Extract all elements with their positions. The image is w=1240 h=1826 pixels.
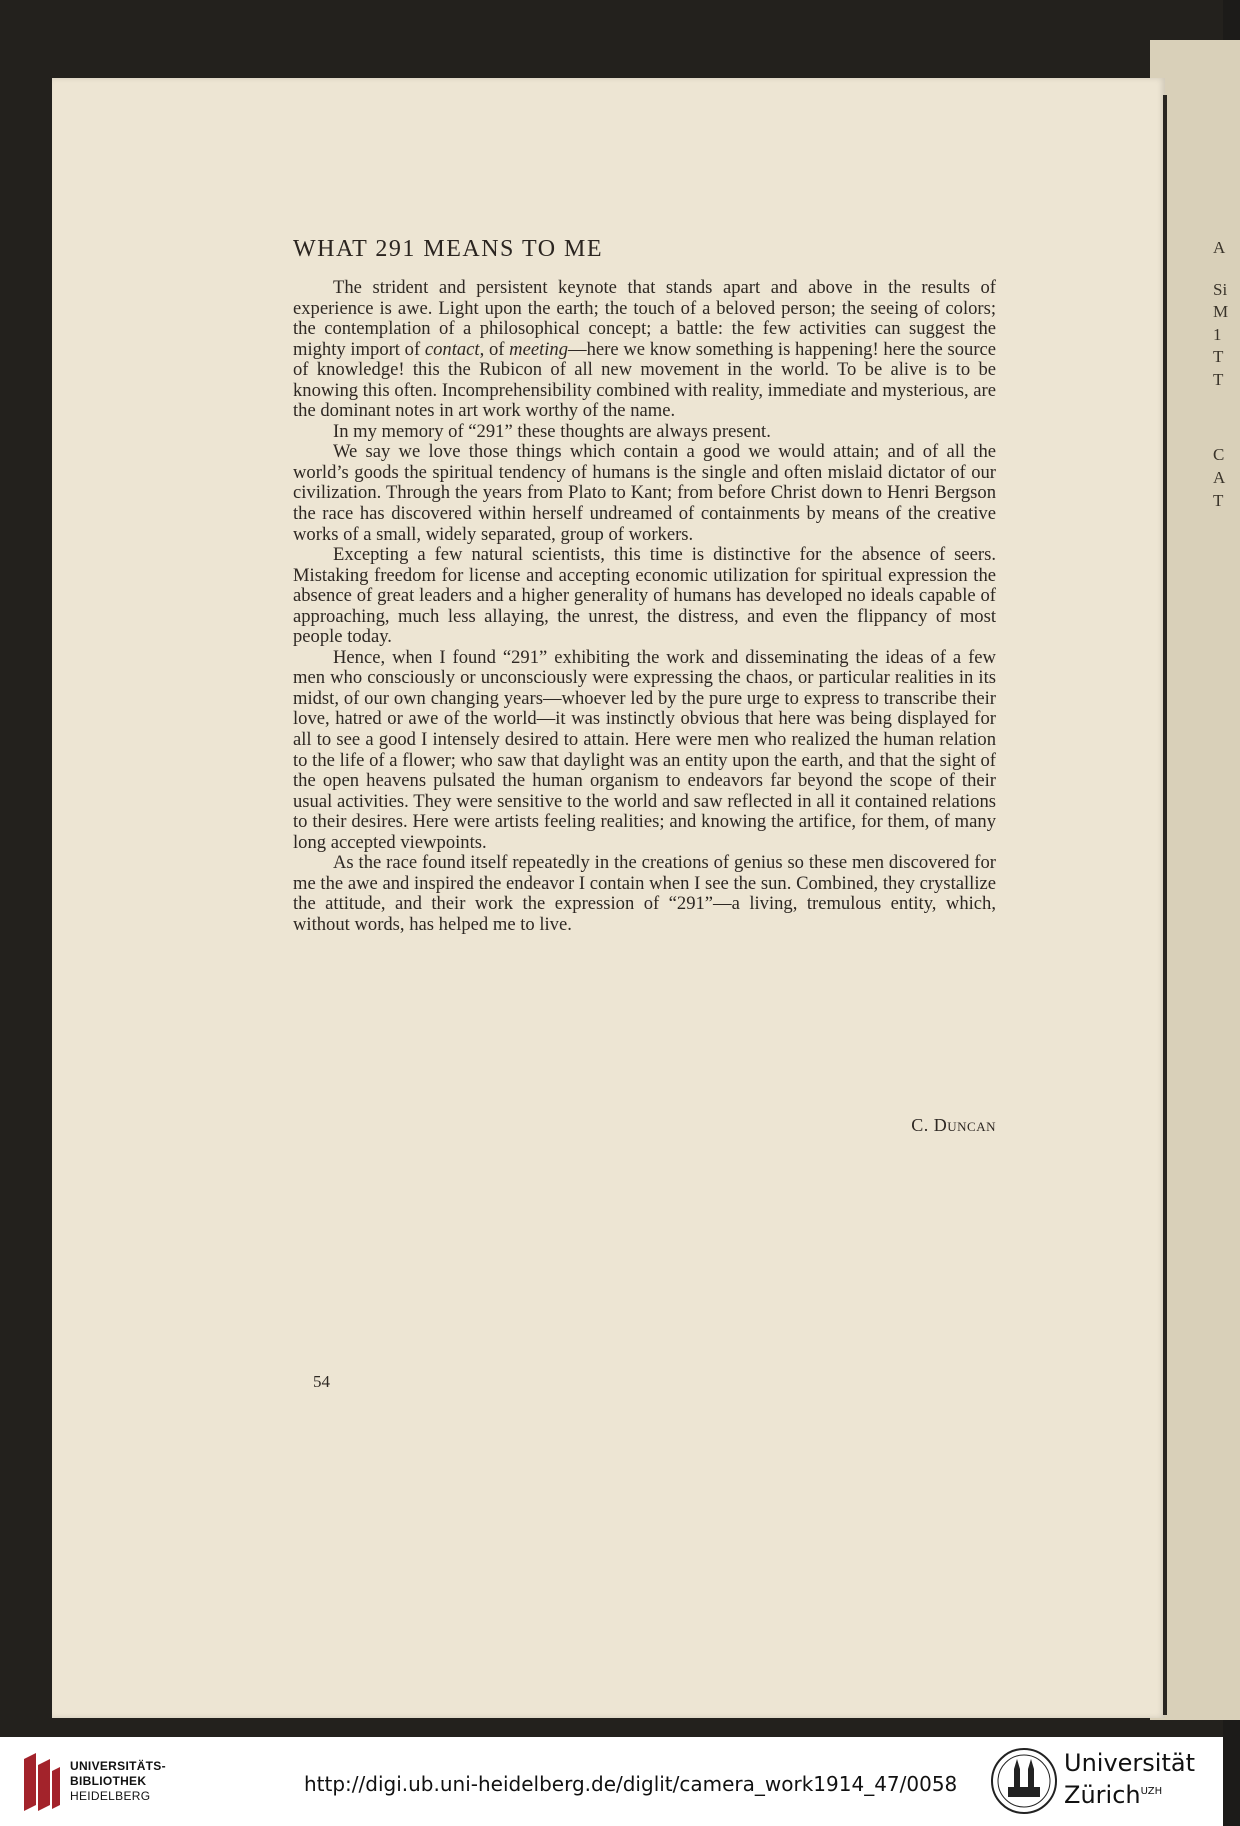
uzh-seal-icon bbox=[990, 1747, 1058, 1815]
paragraph bbox=[293, 422, 996, 443]
author-signature: C. Duncan bbox=[911, 1115, 996, 1135]
paragraph-text: We say we love those things which contain a good we would attain; and of all the world’s goods the spiritual tendency of humans is the single and often mislaid dictator of our civilization. Through the years from Plato to Kant; from before Christ down to Henri Bergson the race has discovered within herself undreamed of containments by means of the creative works of a small, widely separated, group of workers. bbox=[293, 441, 996, 545]
paragraph bbox=[293, 545, 996, 648]
emphasis-text: contact bbox=[424, 338, 480, 360]
paragraph bbox=[293, 853, 996, 935]
paragraph bbox=[293, 442, 996, 545]
page-gutter bbox=[1163, 95, 1167, 1715]
adjacent-page-fragment: T bbox=[1213, 491, 1224, 510]
adjacent-page-fragment: Si bbox=[1213, 280, 1228, 299]
adjacent-page-fragment: T bbox=[1213, 370, 1224, 389]
ub-heidelberg-logo-icon bbox=[20, 1751, 62, 1813]
paragraph-text: As the race found itself repeatedly in the creations of genius so these men discovered for me the awe and inspired the endeavor I contain when I see the sun. Combined, they crystallize the attitude, and their work the expression of “291”—a living, tremulous entity, which, without words, has helped me to live. bbox=[293, 852, 996, 935]
paragraph bbox=[293, 278, 996, 422]
paragraph-text: Hence, when I found “291” exhibiting the work and disseminating the ideas of a few men who consciously or unconsciously were expressing the chaos, or particular realities in its midst, of our own changing years—whoever led by the pure urge to express to transcribe their love, hatred or awe of the world—it was instinctly obvious that here was being displayed for all to see a good I intensely desired to attain. Here were men who realized the human relation to the life of a flower; who saw that daylight was an entity upon the earth, and that the sight of the open heavens pulsated the human organism to endeavors far beyond the scope of their usual activities. They were sensitive to the world and saw reflected in all it contained relations to their desires. Here were artists feeling realities; and knowing the artifice, for them, of many long accepted viewpoints. bbox=[293, 646, 996, 853]
university-name: Universität bbox=[1064, 1749, 1195, 1777]
adjacent-page-fragment: M bbox=[1213, 302, 1229, 321]
library-name-line-2: BIBLIOTHEK bbox=[70, 1774, 147, 1788]
footer-bar bbox=[0, 1737, 1223, 1826]
page-title: WHAT 291 MEANS TO ME bbox=[293, 236, 604, 262]
permalink-url[interactable]: http://digi.ub.uni-heidelberg.de/diglit/camera_work1914_47/0058 bbox=[304, 1772, 958, 1796]
adjacent-page-fragment: 1 bbox=[1213, 325, 1222, 344]
adjacent-page-fragment: T bbox=[1213, 347, 1224, 366]
emphasis-text: meeting bbox=[509, 338, 569, 360]
university-city-text: Zürich bbox=[1064, 1781, 1141, 1809]
paragraph-text: , of bbox=[479, 338, 510, 360]
body-text bbox=[293, 278, 996, 936]
paragraph bbox=[293, 648, 996, 853]
adjacent-page-fragment: A bbox=[1213, 468, 1226, 487]
paragraph-text: —here we know something is happening! here the source of knowledge! this the Rubicon of all new movement in the world. To be alive is to be knowing this often. Incomprehensibility combined with reality, immediate and mysterious, are the dominant notes in art work worthy of the name. bbox=[293, 338, 997, 422]
paragraph-text: Excepting a few natural scientists, this time is distinctive for the absence of seers. Mistaking freedom for license and accepting economic utilization for spiritual expression the absence of great leaders and a higher generality of humans has developed no ideals capable of approaching, much less allaying, the unrest, the distress, and even the flippancy of most people today. bbox=[293, 544, 996, 648]
university-city bbox=[1064, 1781, 1162, 1809]
paragraph-text: The strident and persistent keynote that stands apart and above in the results of experience is awe. Light upon the earth; the touch of a beloved person; the seeing of colors; the contemplation of a philosophical concept; a battle: the few activities can suggest the mighty import of bbox=[293, 277, 996, 360]
page-number: 54 bbox=[313, 1372, 330, 1391]
library-name-line-3: HEIDELBERG bbox=[70, 1789, 151, 1803]
uzh-superscript: UZH bbox=[1140, 1786, 1163, 1797]
adjacent-page-fragment: A bbox=[1213, 238, 1226, 257]
adjacent-page-fragment: C bbox=[1213, 445, 1225, 464]
library-name-line-1: UNIVERSITÄTS- bbox=[70, 1759, 166, 1773]
paragraph-text: In my memory of “291” these thoughts are always present. bbox=[333, 420, 771, 442]
